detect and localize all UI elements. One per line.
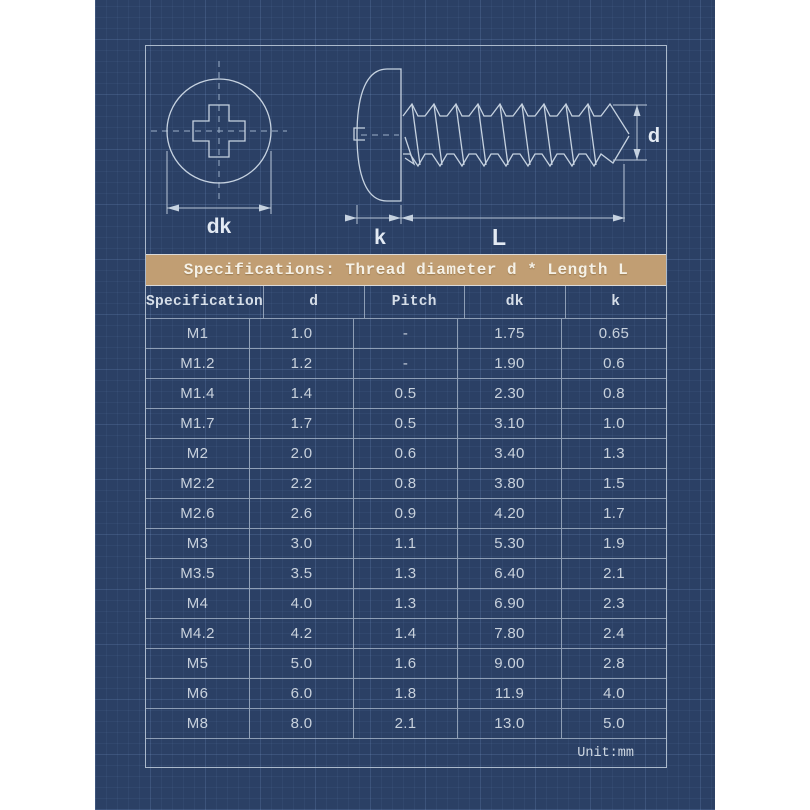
cell-d: 3.0 xyxy=(250,529,354,558)
dk-label: dk xyxy=(206,215,232,238)
cell-pitch: 2.1 xyxy=(354,709,458,738)
screw-side-view xyxy=(345,69,660,250)
unit-note: Unit:mm xyxy=(577,745,634,761)
cell-d: 1.4 xyxy=(250,379,354,408)
header-pitch: Pitch xyxy=(365,286,466,318)
cell-dk: 7.80 xyxy=(458,619,562,648)
cell-d: 1.7 xyxy=(250,409,354,438)
content-frame xyxy=(145,45,667,768)
table-row xyxy=(146,439,666,469)
cell-k: 2.1 xyxy=(603,565,625,582)
cell-dk: 13.0 xyxy=(458,709,562,738)
cell-k: 0.65 xyxy=(598,325,630,342)
cell-pitch: 1.3 xyxy=(354,589,458,618)
cell-k: 1.7 xyxy=(603,505,625,522)
cell-k: 5.0 xyxy=(603,715,625,732)
cell-k: 4.0 xyxy=(603,685,625,702)
cell-d: 4.2 xyxy=(250,619,354,648)
dimension-L xyxy=(401,164,625,250)
cell-pitch: 0.9 xyxy=(354,499,458,528)
thread-start xyxy=(405,137,414,164)
cell-specification: M2.6 xyxy=(146,499,250,528)
cell-specification: M4.2 xyxy=(146,619,250,648)
spec-table xyxy=(146,286,666,767)
L-label: L xyxy=(491,224,507,250)
cell-dk: 1.90 xyxy=(458,349,562,378)
cell-pitch: 1.8 xyxy=(354,679,458,708)
cell-k: 2.3 xyxy=(603,595,625,612)
table-row xyxy=(146,349,666,379)
header-specification: Specification xyxy=(146,286,264,318)
table-row xyxy=(146,379,666,409)
cell-specification: M6 xyxy=(146,679,250,708)
table-row xyxy=(146,679,666,709)
cell-specification: M3.5 xyxy=(146,559,250,588)
cell-dk: 2.30 xyxy=(458,379,562,408)
d-label: d xyxy=(647,125,661,147)
cell-d: 8.0 xyxy=(250,709,354,738)
table-row xyxy=(146,409,666,439)
table-row xyxy=(146,469,666,499)
cell-specification: M3 xyxy=(146,529,250,558)
cell-dk: 6.40 xyxy=(458,559,562,588)
cell-k: 0.6 xyxy=(603,355,625,372)
cell-pitch: 0.5 xyxy=(354,409,458,438)
cell-d: 1.2 xyxy=(250,349,354,378)
cell-dk: 6.90 xyxy=(458,589,562,618)
blueprint-panel xyxy=(95,0,715,810)
cell-dk: 3.80 xyxy=(458,469,562,498)
cell-d: 1.0 xyxy=(250,319,354,348)
cell-pitch: 1.6 xyxy=(354,649,458,678)
cell-pitch: 0.5 xyxy=(354,379,458,408)
cell-specification: M1.4 xyxy=(146,379,250,408)
cell-dk: 9.00 xyxy=(458,649,562,678)
banner-title: Specifications: Thread diameter d * Length L xyxy=(183,261,629,279)
table-row xyxy=(146,709,666,739)
dimension-k xyxy=(345,205,401,249)
cell-pitch: - xyxy=(354,349,458,378)
cell-pitch: 1.3 xyxy=(354,559,458,588)
table-row xyxy=(146,619,666,649)
cell-specification: M5 xyxy=(146,649,250,678)
cell-dk: 5.30 xyxy=(458,529,562,558)
cell-dk: 11.9 xyxy=(458,679,562,708)
cell-k: 1.5 xyxy=(603,475,625,492)
table-row xyxy=(146,649,666,679)
cell-k: 0.8 xyxy=(603,385,625,402)
recess-notch xyxy=(354,128,365,140)
cell-dk: 4.20 xyxy=(458,499,562,528)
table-header-row xyxy=(146,286,666,319)
table-row xyxy=(146,559,666,589)
cell-d: 3.5 xyxy=(250,559,354,588)
cell-k: 1.9 xyxy=(603,535,625,552)
cell-dk: 3.10 xyxy=(458,409,562,438)
header-dk: dk xyxy=(465,286,565,318)
table-row xyxy=(146,319,666,349)
cell-k: 2.4 xyxy=(603,625,625,642)
cell-specification: M8 xyxy=(146,709,250,738)
table-row xyxy=(146,499,666,529)
screw-drawing-svg xyxy=(146,46,668,254)
cell-d: 2.0 xyxy=(250,439,354,468)
cell-dk: 1.75 xyxy=(458,319,562,348)
unit-note-row xyxy=(146,739,666,767)
cell-specification: M4 xyxy=(146,589,250,618)
cell-k: 1.3 xyxy=(603,445,625,462)
k-label: k xyxy=(374,226,386,249)
table-row xyxy=(146,529,666,559)
cell-pitch: - xyxy=(354,319,458,348)
cell-pitch: 1.1 xyxy=(354,529,458,558)
screw-front-view xyxy=(151,61,287,238)
table-row xyxy=(146,589,666,619)
header-d: d xyxy=(264,286,364,318)
cell-pitch: 0.8 xyxy=(354,469,458,498)
cell-d: 6.0 xyxy=(250,679,354,708)
cell-d: 2.6 xyxy=(250,499,354,528)
cell-k: 2.8 xyxy=(603,655,625,672)
cell-d: 2.2 xyxy=(250,469,354,498)
cell-pitch: 1.4 xyxy=(354,619,458,648)
cell-specification: M2 xyxy=(146,439,250,468)
cell-pitch: 0.6 xyxy=(354,439,458,468)
cell-d: 5.0 xyxy=(250,649,354,678)
cell-k: 1.0 xyxy=(603,415,625,432)
header-k: k xyxy=(611,294,621,310)
cell-dk: 3.40 xyxy=(458,439,562,468)
cell-specification: M1 xyxy=(146,319,250,348)
cell-specification: M2.2 xyxy=(146,469,250,498)
cell-d: 4.0 xyxy=(250,589,354,618)
cell-specification: M1.7 xyxy=(146,409,250,438)
specifications-banner xyxy=(146,254,666,286)
cell-specification: M1.2 xyxy=(146,349,250,378)
technical-drawing xyxy=(146,46,666,254)
